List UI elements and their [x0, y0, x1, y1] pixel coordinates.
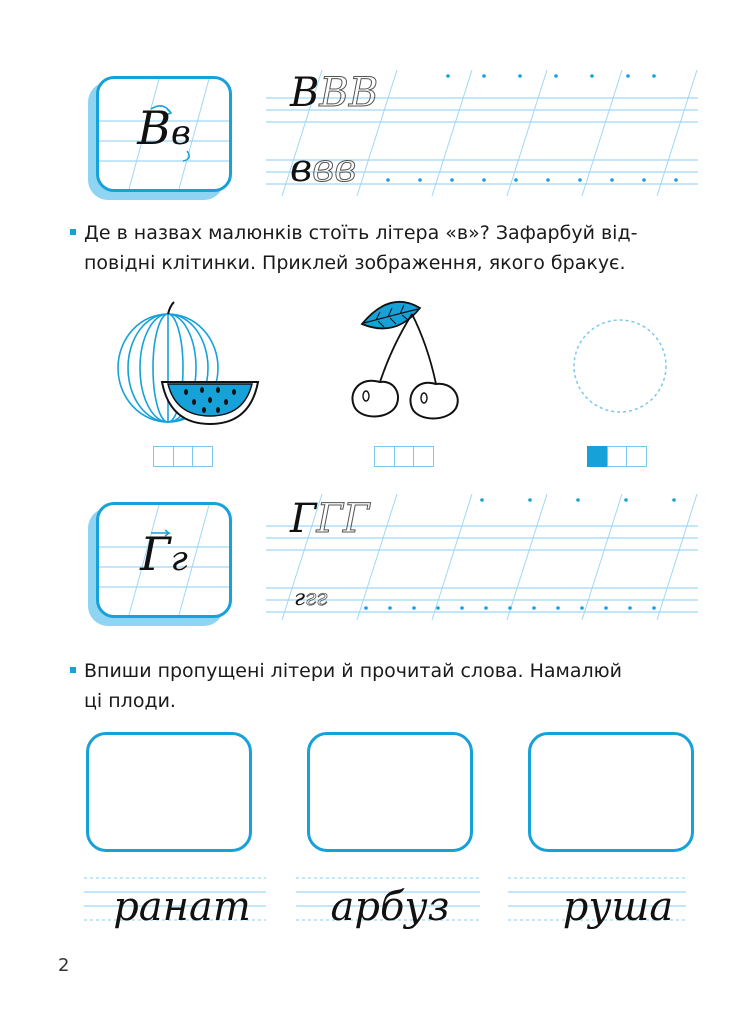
card-capital-letter: Г — [140, 527, 171, 581]
bullet-icon — [70, 667, 76, 673]
tracing-letter: Г — [316, 496, 343, 542]
letter-card-v — [88, 76, 230, 194]
sample-letter: Г — [290, 496, 317, 542]
sound-box[interactable] — [192, 446, 213, 467]
tracing-letter: в — [312, 146, 335, 190]
tracing-letter: В — [319, 70, 349, 116]
row-capital-g — [290, 496, 369, 542]
tracing-letter: в — [334, 146, 357, 190]
sound-box[interactable] — [153, 446, 174, 467]
task2-line1: Впиши пропущені літери й прочитай слова. Намалюй — [84, 660, 623, 682]
task1-line1: Де в назвах малюнків стоїть літера «в»? Зафарбуй від- — [84, 222, 638, 244]
row-small-v — [290, 146, 356, 190]
card-small-letter: г — [170, 539, 188, 579]
sticker-placeholder[interactable] — [570, 316, 670, 416]
task2-line2: ці плоди. — [84, 690, 176, 712]
task1-line2: повідні клітинки. Приклей зображення, якого бракує. — [84, 252, 626, 274]
word-1: ранат — [113, 884, 251, 930]
drawing-box-3[interactable] — [528, 732, 694, 852]
sound-box[interactable] — [374, 446, 395, 467]
card-small-letter: в — [171, 113, 191, 153]
row-small-g — [294, 586, 327, 611]
tracing-letter: Г — [342, 496, 370, 542]
drawing-box-1[interactable] — [86, 732, 252, 852]
card-letters — [99, 101, 229, 155]
drawing-box-2[interactable] — [307, 732, 473, 852]
sound-box[interactable] — [607, 446, 628, 467]
cherries-icon — [340, 296, 470, 426]
sample-letter: В — [290, 70, 320, 116]
sample-letter: г — [294, 586, 306, 611]
sound-box[interactable] — [413, 446, 434, 467]
sound-boxes-watermelon — [153, 446, 212, 467]
task2-instruction — [70, 656, 622, 716]
card-face — [96, 76, 232, 192]
tracing-letter: г — [305, 586, 317, 611]
card-capital-letter: В — [137, 101, 171, 155]
sound-box[interactable] — [394, 446, 415, 467]
watermelon-icon — [110, 298, 260, 430]
sound-box[interactable] — [173, 446, 194, 467]
sound-box-filled[interactable] — [587, 446, 608, 467]
sample-letter: в — [290, 146, 313, 190]
tracing-letter: г — [316, 586, 328, 611]
sound-boxes-sticker — [587, 446, 646, 467]
sound-box[interactable] — [626, 446, 647, 467]
row-capital-v — [290, 70, 378, 116]
page-number: 2 — [58, 955, 70, 976]
tracing-letter: В — [348, 70, 379, 116]
letter-card-g — [88, 502, 230, 620]
card-letters — [99, 527, 229, 581]
sound-boxes-cherries — [374, 446, 433, 467]
word-3: руша — [562, 884, 674, 930]
task1-instruction — [70, 218, 637, 278]
bullet-icon — [70, 229, 76, 235]
word-2: арбуз — [330, 884, 450, 930]
card-face — [96, 502, 232, 618]
